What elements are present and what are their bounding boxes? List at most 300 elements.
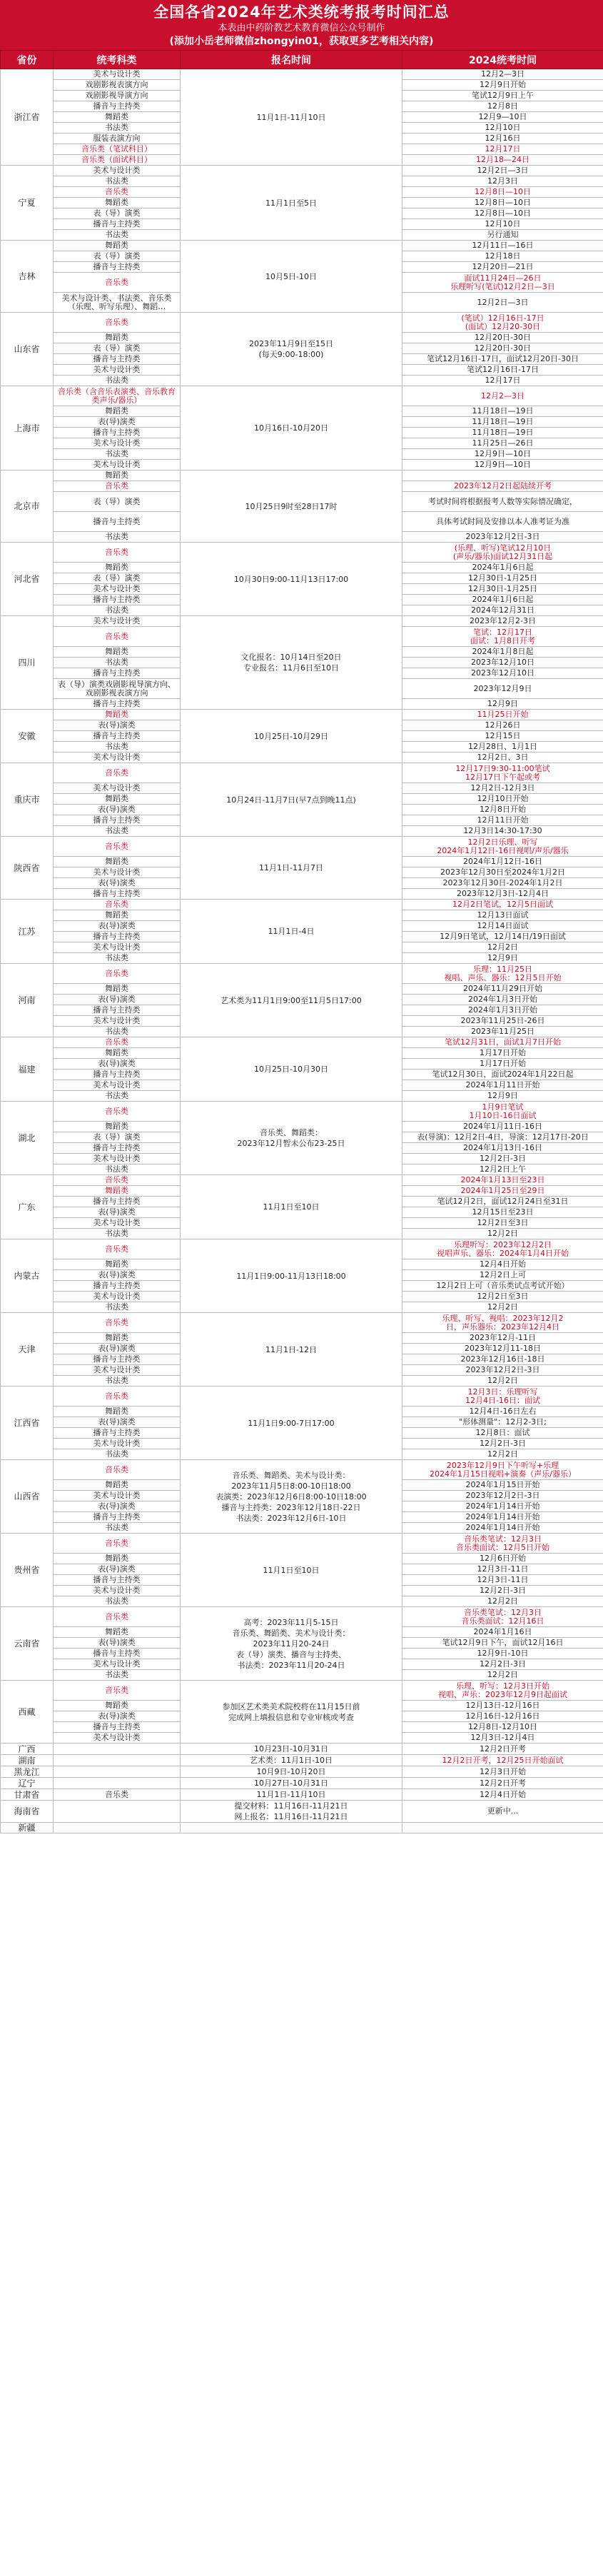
exam-date-cell: 乐理：11月25日 视唱、声乐、器乐：12月5日开始: [402, 964, 603, 984]
exam-date-cell: 12月3日：乐理听写 12月4日-16日：面试: [402, 1387, 603, 1407]
exam-date-cell: 更新中...: [402, 1801, 603, 1823]
province-cell: 安徽: [1, 710, 54, 763]
exam-date-cell: 笔试12月9日上午: [402, 91, 603, 101]
exam-date-cell: 2023年12月3日-12月4日: [402, 889, 603, 900]
exam-date-cell: 12月14日面试: [402, 921, 603, 932]
category-cell: 音乐类: [54, 1681, 181, 1701]
exam-date-cell: 2023年12月9日下午听写+乐理 2024年1月15日视唱+演奏（声乐/器乐）: [402, 1460, 603, 1480]
exam-date-cell: 12月2日: [402, 942, 603, 953]
exam-date-cell: 面试11月24日—26日 乐理听写(笔试)12月2日—3日: [402, 273, 603, 293]
exam-date-cell: 12月9日-10日: [402, 1649, 603, 1659]
header-province: 省份: [1, 51, 54, 69]
category-cell: 表(导)演类: [54, 1270, 181, 1281]
category-cell: 美术与设计类: [54, 1586, 181, 1596]
exam-date-cell: 12月2日上可（音乐类试点考试开始）: [402, 1281, 603, 1292]
header-registration: 报名时间: [181, 51, 402, 69]
category-cell: 音乐类: [54, 481, 181, 492]
exam-date-cell: 12月28日、1月1日: [402, 742, 603, 753]
category-cell: [54, 1744, 181, 1755]
exam-date-cell: 12月8日—10日: [402, 187, 603, 198]
table-row: [1, 1789, 603, 1801]
exam-date-cell: 笔试12月16日-17日，面试12月20日-30日: [402, 354, 603, 365]
category-cell: 书法类: [54, 1229, 181, 1239]
exam-date-cell: 12月15日至23日: [402, 1207, 603, 1218]
category-cell: [54, 1778, 181, 1789]
exam-date-cell: 2023年11月25日-26日: [402, 1016, 603, 1027]
exam-date-cell: 12月11日—16日: [402, 241, 603, 251]
category-cell: 美术与设计类、书法类、音乐类（乐理、听写乐理）、舞蹈…: [54, 293, 181, 313]
table-row: [1, 710, 603, 720]
province-cell: 湖南: [1, 1755, 54, 1766]
exam-date-cell: 12月2日: [402, 1449, 603, 1460]
table-row: [1, 69, 603, 80]
exam-date-cell: 12月2日开考: [402, 1744, 603, 1755]
category-cell: 舞蹈类: [54, 198, 181, 208]
province-cell: 重庆市: [1, 763, 54, 837]
exam-date-cell: [402, 1823, 603, 1833]
exam-date-cell: 12月2日开考: [402, 1778, 603, 1789]
exam-date-cell: 12月2日至3日: [402, 1218, 603, 1229]
category-cell: 音乐类: [54, 1037, 181, 1048]
exam-date-cell: 12月2日: [402, 1376, 603, 1387]
category-cell: 舞蹈类: [54, 984, 181, 995]
category-cell: [54, 1801, 181, 1823]
category-cell: 播音与主持类: [54, 1005, 181, 1016]
exam-date-cell: 12月18日: [402, 251, 603, 262]
header-category: 统考科类: [54, 51, 181, 69]
province-cell: 浙江省: [1, 69, 54, 166]
category-cell: 播音与主持类: [54, 731, 181, 742]
exam-date-cell: 表(导演)：12月2日-4日，导演：12月17日-20日: [402, 1132, 603, 1143]
province-cell: 新疆: [1, 1823, 54, 1833]
province-cell: 贵州省: [1, 1534, 54, 1607]
category-cell: 美术与设计类: [54, 1659, 181, 1670]
province-cell: 云南省: [1, 1607, 54, 1681]
exam-date-cell: 2023年11月25日: [402, 1027, 603, 1037]
table-row: [1, 964, 603, 984]
category-cell: 美术与设计类: [54, 460, 181, 471]
registration-time-cell: 10月5日-10日: [181, 241, 402, 313]
category-cell: 音乐类: [54, 273, 181, 293]
exam-date-cell: 2024年1月11日开始: [402, 1080, 603, 1091]
exam-date-cell: 12月9日—10日: [402, 460, 603, 471]
province-cell: 黑龙江: [1, 1766, 54, 1778]
exam-date-cell: 12月2—3日: [402, 386, 603, 406]
exam-date-cell: 2024年1月25日至29日: [402, 1186, 603, 1197]
category-cell: 书法类: [54, 230, 181, 241]
province-cell: 上海市: [1, 386, 54, 471]
exam-date-cell: 12月17日: [402, 376, 603, 386]
table-row: [1, 313, 603, 333]
category-cell: 音乐类: [54, 1534, 181, 1554]
category-cell: 美术与设计类: [54, 438, 181, 449]
exam-date-cell: 2024年11月29日开始: [402, 984, 603, 995]
table-row: [1, 1534, 603, 1554]
category-cell: 美术与设计类: [54, 1491, 181, 1501]
category-cell: 音乐类: [54, 627, 181, 647]
exam-date-cell: 12月2日-3日: [402, 1439, 603, 1449]
table-row: [1, 1102, 603, 1122]
category-cell: 书法类: [54, 1670, 181, 1681]
category-cell: 美术与设计类: [54, 1365, 181, 1376]
registration-time-cell: 11月1日-11月10日: [181, 69, 402, 166]
category-cell: 音乐类: [54, 900, 181, 910]
category-cell: 音乐类: [54, 1789, 181, 1801]
province-cell: 广东: [1, 1175, 54, 1239]
exam-date-cell: 12月30日-1月25日: [402, 573, 603, 584]
registration-time-cell: 音乐类、舞蹈类、美术与设计类： 2023年11月5日8:00-10日18:00 表演类：2023年12月6日8:00-10日18:00 播音与主持类：2023年12月18日-22日 书法类：2023年12月6日-10日: [181, 1460, 402, 1534]
exam-date-cell: 12月20日-30日: [402, 333, 603, 343]
category-cell: 表(导)演类: [54, 1344, 181, 1354]
exam-date-cell: 12月8日: [402, 101, 603, 112]
exam-date-cell: 具体考试时间及安排以本人准考证为准: [402, 512, 603, 532]
category-cell: 书法类: [54, 1449, 181, 1460]
category-cell: 书法类: [54, 1302, 181, 1313]
category-cell: 音乐类: [54, 1460, 181, 1480]
exam-date-cell: 11月18日—19日: [402, 406, 603, 417]
category-cell: 表(导)演类: [54, 805, 181, 815]
table-row: [1, 1823, 603, 1833]
category-cell: 表(导)演类: [54, 720, 181, 731]
province-cell: 江苏: [1, 900, 54, 964]
exam-date-cell: 12月2日: [402, 1302, 603, 1313]
province-cell: 内蒙古: [1, 1239, 54, 1313]
exam-date-cell: 2024年1月6日起: [402, 595, 603, 605]
exam-date-cell: 2023年12月30日-2024年1月2日: [402, 878, 603, 889]
exam-date-cell: 1月17日开始: [402, 1048, 603, 1059]
category-cell: 表(导)演类: [54, 1711, 181, 1722]
category-cell: 舞蹈类: [54, 241, 181, 251]
registration-time-cell: 艺术类为11月1日9:00至11月5日17:00: [181, 964, 402, 1037]
exam-date-cell: 12月20日-30日: [402, 343, 603, 354]
exam-date-cell: 12月11日开始: [402, 815, 603, 826]
exam-date-cell: 12月9日开始: [402, 80, 603, 91]
province-cell: 河南: [1, 964, 54, 1037]
category-cell: 舞蹈类: [54, 563, 181, 573]
category-cell: 表（导）演类: [54, 251, 181, 262]
category-cell: 播音与主持类: [54, 1512, 181, 1523]
category-cell: 播音与主持类: [54, 512, 181, 532]
exam-date-cell: 12月26日: [402, 720, 603, 731]
province-cell: 海南省: [1, 1801, 54, 1823]
exam-date-cell: 12月18—24日: [402, 155, 603, 166]
exam-date-cell: 12月2日、3日: [402, 753, 603, 763]
exam-date-cell: 12月2日乐理、听写 2024年1月12日-16日视唱/声乐/器乐: [402, 837, 603, 857]
exam-date-cell: 2024年1月16日: [402, 1627, 603, 1638]
category-cell: 美术与设计类: [54, 783, 181, 794]
province-cell: 北京市: [1, 471, 54, 543]
category-cell: 音乐类: [54, 837, 181, 857]
table-row: [1, 1313, 603, 1333]
exam-date-cell: 1月9日笔试 1月10日-16日面试: [402, 1102, 603, 1122]
category-cell: 播音与主持类: [54, 1070, 181, 1080]
exam-date-cell: 笔试12月31日，面试1月7日开始: [402, 1037, 603, 1048]
category-cell: 舞蹈类: [54, 1701, 181, 1711]
exam-date-cell: 12月8日—10日: [402, 208, 603, 219]
category-cell: 播音与主持类: [54, 889, 181, 900]
category-cell: 音乐类: [54, 964, 181, 984]
category-cell: 播音与主持类: [54, 1281, 181, 1292]
header-exam-date: 2024统考时间: [402, 51, 603, 69]
table-row: [1, 1460, 603, 1480]
category-cell: 播音与主持类: [54, 428, 181, 438]
registration-time-cell: 11月1日至10日: [181, 1534, 402, 1607]
registration-time-cell: 11月1日-11月10日: [181, 1789, 402, 1801]
table-header-row: [1, 51, 603, 69]
province-cell: 西藏: [1, 1681, 54, 1744]
exam-date-cell: 12月16日-12月16日: [402, 1711, 603, 1722]
exam-date-cell: 12月13日-12月16日: [402, 1701, 603, 1711]
category-cell: 播音与主持类: [54, 1575, 181, 1586]
exam-date-cell: 12月9日: [402, 699, 603, 710]
category-cell: 书法类: [54, 176, 181, 187]
table-row: [1, 763, 603, 783]
exam-date-cell: 笔试：12月17日 面试：1月8日开考: [402, 627, 603, 647]
exam-date-cell: [402, 471, 603, 481]
category-cell: 音乐类（笔试科目）: [54, 144, 181, 155]
exam-date-cell: 12月8日—10日: [402, 198, 603, 208]
province-cell: 天津: [1, 1313, 54, 1387]
category-cell: 美术与设计类: [54, 942, 181, 953]
category-cell: 舞蹈类: [54, 471, 181, 481]
exam-date-cell: 12月2日—3日: [402, 166, 603, 176]
exam-date-cell: 12月2日笔试，12月5日面试: [402, 900, 603, 910]
category-cell: 美术与设计类: [54, 1439, 181, 1449]
category-cell: 舞蹈类: [54, 1407, 181, 1417]
registration-time-cell: 10月9日-10月20日: [181, 1766, 402, 1778]
category-cell: 美术与设计类: [54, 867, 181, 878]
category-cell: 播音与主持类: [54, 1649, 181, 1659]
province-cell: 福建: [1, 1037, 54, 1102]
registration-time-cell: 10月25日9时至28日17时: [181, 471, 402, 543]
exam-date-cell: 2023年12月2-3日: [402, 616, 603, 627]
category-cell: 表（导）演类: [54, 1132, 181, 1143]
page-contact: (添加小岳老师微信zhongyin01，获取更多艺考相关内容): [169, 36, 434, 47]
exam-date-cell: 2023年12月11-18日: [402, 1344, 603, 1354]
category-cell: 播音与主持类: [54, 699, 181, 710]
category-cell: 表(导)演类: [54, 995, 181, 1005]
exam-date-cell: 12月16日: [402, 134, 603, 144]
category-cell: 播音与主持类: [54, 101, 181, 112]
category-cell: 美术与设计类: [54, 365, 181, 376]
exam-date-cell: 12月4日开始: [402, 1789, 603, 1801]
category-cell: 书法类: [54, 953, 181, 964]
category-cell: 书法类: [54, 1091, 181, 1102]
exam-date-cell: 12月10日开始: [402, 794, 603, 805]
category-cell: 舞蹈类: [54, 647, 181, 658]
exam-date-cell: 12月10日: [402, 219, 603, 230]
table-row: [1, 616, 603, 627]
category-cell: 播音与主持类: [54, 354, 181, 365]
category-cell: 播音与主持类: [54, 668, 181, 679]
exam-date-cell: 笔试12月2日，面试12月24日至31日: [402, 1197, 603, 1207]
exam-date-cell: 2024年1月11日-16日: [402, 1122, 603, 1132]
exam-date-cell: 12月8日开始: [402, 805, 603, 815]
registration-time-cell: 2023年11月9日至15日 (每天9:00-18:00): [181, 313, 402, 386]
exam-date-cell: 2024年1月13日-16日: [402, 1143, 603, 1154]
category-cell: 音乐类: [54, 1313, 181, 1333]
registration-time-cell: 10月16日-10月20日: [181, 386, 402, 471]
category-cell: 舞蹈类: [54, 1627, 181, 1638]
registration-time-cell: 音乐类、舞蹈类： 2023年12月暂未公布23-25日: [181, 1102, 402, 1175]
category-cell: 舞蹈类: [54, 1186, 181, 1197]
exam-date-cell: 12月9日笔试，12月14日/19日面试: [402, 932, 603, 942]
exam-date-cell: 12月3日14:30-17:30: [402, 826, 603, 837]
registration-time-cell: 10月25日-10月30日: [181, 1037, 402, 1102]
exam-date-cell: 12月3日: [402, 176, 603, 187]
exam-date-cell: 2024年1月3日开始: [402, 995, 603, 1005]
exam-date-cell: 12月2日-12月3日: [402, 783, 603, 794]
category-cell: 播音与主持类: [54, 1428, 181, 1439]
category-cell: 美术与设计类: [54, 1080, 181, 1091]
table-row: [1, 241, 603, 251]
page-title: 全国各省2024年艺术类统考报考时间汇总: [153, 4, 450, 21]
exam-date-cell: 2023年12月2日-3日: [402, 1491, 603, 1501]
category-cell: 播音与主持类: [54, 815, 181, 826]
table-row: [1, 471, 603, 481]
category-cell: 音乐类（含音乐表演类、音乐教育类声乐/器乐）: [54, 386, 181, 406]
exam-date-cell: 12月2日上午: [402, 1164, 603, 1175]
category-cell: 音乐类（面试科目）: [54, 155, 181, 166]
exam-date-cell: 2024年1月6日起: [402, 563, 603, 573]
category-cell: 表(导)演类: [54, 1207, 181, 1218]
province-cell: 湖北: [1, 1102, 54, 1175]
exam-date-cell: 12月3日-11日: [402, 1575, 603, 1586]
registration-time-cell: 10月23日-10月31日: [181, 1744, 402, 1755]
category-cell: 美术与设计类: [54, 1292, 181, 1302]
exam-date-cell: 12月20日—21日: [402, 262, 603, 273]
category-cell: 播音与主持类: [54, 1722, 181, 1733]
exam-date-cell: 12月4日开始: [402, 1259, 603, 1270]
category-cell: 音乐类: [54, 1607, 181, 1627]
category-cell: 表（导）演类: [54, 208, 181, 219]
exam-date-cell: 12月17日: [402, 144, 603, 155]
category-cell: 书法类: [54, 1523, 181, 1534]
table-row: [1, 1766, 603, 1778]
exam-date-cell: 12月2日: [402, 1596, 603, 1607]
category-cell: 美术与设计类: [54, 69, 181, 80]
category-cell: 播音与主持类: [54, 1354, 181, 1365]
exam-date-cell: 2023年12月16日-18日: [402, 1354, 603, 1365]
exam-date-cell: 12月2日: [402, 1229, 603, 1239]
category-cell: 书法类: [54, 376, 181, 386]
registration-time-cell: 提交材料：11月16日-11月21日 网上报名：11月16日-11月21日: [181, 1801, 402, 1823]
category-cell: [54, 1766, 181, 1778]
province-cell: 甘肃省: [1, 1789, 54, 1801]
category-cell: 音乐类: [54, 1239, 181, 1259]
exam-date-cell: 乐理听写：2023年12月2日 视唱声乐、器乐：2024年1月4日开始: [402, 1239, 603, 1259]
category-cell: 舞蹈类: [54, 406, 181, 417]
category-cell: 音乐类: [54, 1387, 181, 1407]
registration-time-cell: 参加区艺术类美术院校将在11月15日前 完成网上填报信息和专业审核或考查: [181, 1681, 402, 1744]
table-row: [1, 1387, 603, 1407]
category-cell: 戏剧影视表演方向: [54, 80, 181, 91]
category-cell: 音乐类: [54, 1102, 181, 1122]
category-cell: 书法类: [54, 532, 181, 543]
category-cell: 书法类: [54, 449, 181, 460]
category-cell: 书法类: [54, 1596, 181, 1607]
table-row: [1, 386, 603, 406]
table-row: [1, 1755, 603, 1766]
exam-date-cell: 12月3日开始: [402, 1766, 603, 1778]
exam-date-cell: 笔试12月9日下午，面试12月16日: [402, 1638, 603, 1649]
category-cell: 表（导）演类戏剧影视导演方向、戏剧影视表演方向: [54, 679, 181, 699]
category-cell: 表(导)演类: [54, 1638, 181, 1649]
province-cell: 宁夏: [1, 166, 54, 241]
category-cell: 表(导)演类: [54, 878, 181, 889]
table-row: [1, 1778, 603, 1789]
province-cell: 陕西省: [1, 837, 54, 900]
exam-date-cell: 2024年1月13日至23日: [402, 1175, 603, 1186]
exam-date-cell: 12月4日-16日左右: [402, 1407, 603, 1417]
registration-time-cell: 11月1日至10日: [181, 1175, 402, 1239]
exam-date-cell: 2023年12月2日-3日: [402, 532, 603, 543]
table-row: [1, 1801, 603, 1823]
exam-date-cell: 12月30日-1月25日: [402, 584, 603, 595]
registration-time-cell: [181, 1823, 402, 1833]
exam-date-cell: 音乐类笔试：12月3日 音乐类面试：12月5日开始: [402, 1534, 603, 1554]
exam-date-cell: 12月2日: [402, 1670, 603, 1681]
registration-time-cell: 11月1日9:00-7日17:00: [181, 1387, 402, 1460]
category-cell: 服装表演方向: [54, 134, 181, 144]
province-cell: 河北省: [1, 543, 54, 616]
category-cell: 书法类: [54, 1376, 181, 1387]
exam-date-cell: 12月2日-3日: [402, 1659, 603, 1670]
province-cell: 吉林: [1, 241, 54, 313]
category-cell: 播音与主持类: [54, 262, 181, 273]
exam-date-cell: 2023年12月30日至2024年1月2日: [402, 867, 603, 878]
exam-date-cell: 12月2日至3日: [402, 1292, 603, 1302]
category-cell: 舞蹈类: [54, 1122, 181, 1132]
category-cell: 表（导）演类: [54, 573, 181, 584]
province-cell: 四川: [1, 616, 54, 710]
province-cell: 辽宁: [1, 1778, 54, 1789]
exam-date-cell: (笔试）12月16日-17日 (面试）12月20-30日: [402, 313, 603, 333]
category-cell: 书法类: [54, 605, 181, 616]
exam-date-cell: 12月10日: [402, 123, 603, 134]
category-cell: 美术与设计类: [54, 1733, 181, 1744]
exam-date-cell: 12月8日：面试: [402, 1428, 603, 1439]
exam-date-cell: 12月2—3日: [402, 69, 603, 80]
category-cell: 表（导）演类: [54, 343, 181, 354]
exam-date-cell: 11月25日开始: [402, 710, 603, 720]
category-cell: 美术与设计类: [54, 584, 181, 595]
exam-date-cell: 2023年12月10日: [402, 668, 603, 679]
exam-date-cell: 12月3日-12月4日: [402, 1733, 603, 1744]
exam-date-cell: 12月3日-11日: [402, 1564, 603, 1575]
category-cell: 播音与主持类: [54, 219, 181, 230]
page-header: [0, 0, 603, 50]
exam-date-cell: 2024年12月31日: [402, 605, 603, 616]
exam-date-cell: 12月2日—3日: [402, 293, 603, 313]
registration-time-cell: 高考：2023年11月5-15日 音乐类、舞蹈类、美术与设计类： 2023年11月20-24日 表（导）演类、播音与主持类、 书法类：2023年11月20-24日: [181, 1607, 402, 1681]
exam-date-cell: 2023年12月2日起陆续开考: [402, 481, 603, 492]
category-cell: 美术与设计类: [54, 1154, 181, 1164]
table-row: [1, 1037, 603, 1048]
exam-date-cell: 12月15日: [402, 731, 603, 742]
category-cell: 书法类: [54, 742, 181, 753]
category-cell: 舞蹈类: [54, 857, 181, 867]
category-cell: 舞蹈类: [54, 112, 181, 123]
category-cell: [54, 1755, 181, 1766]
category-cell: 舞蹈类: [54, 1259, 181, 1270]
exam-date-cell: 2024年1月14日开始: [402, 1501, 603, 1512]
category-cell: 音乐类: [54, 313, 181, 333]
exam-date-cell: 12月8日-12月10日: [402, 1722, 603, 1733]
category-cell: 舞蹈类: [54, 710, 181, 720]
table-row: [1, 166, 603, 176]
category-cell: 音乐类: [54, 763, 181, 783]
